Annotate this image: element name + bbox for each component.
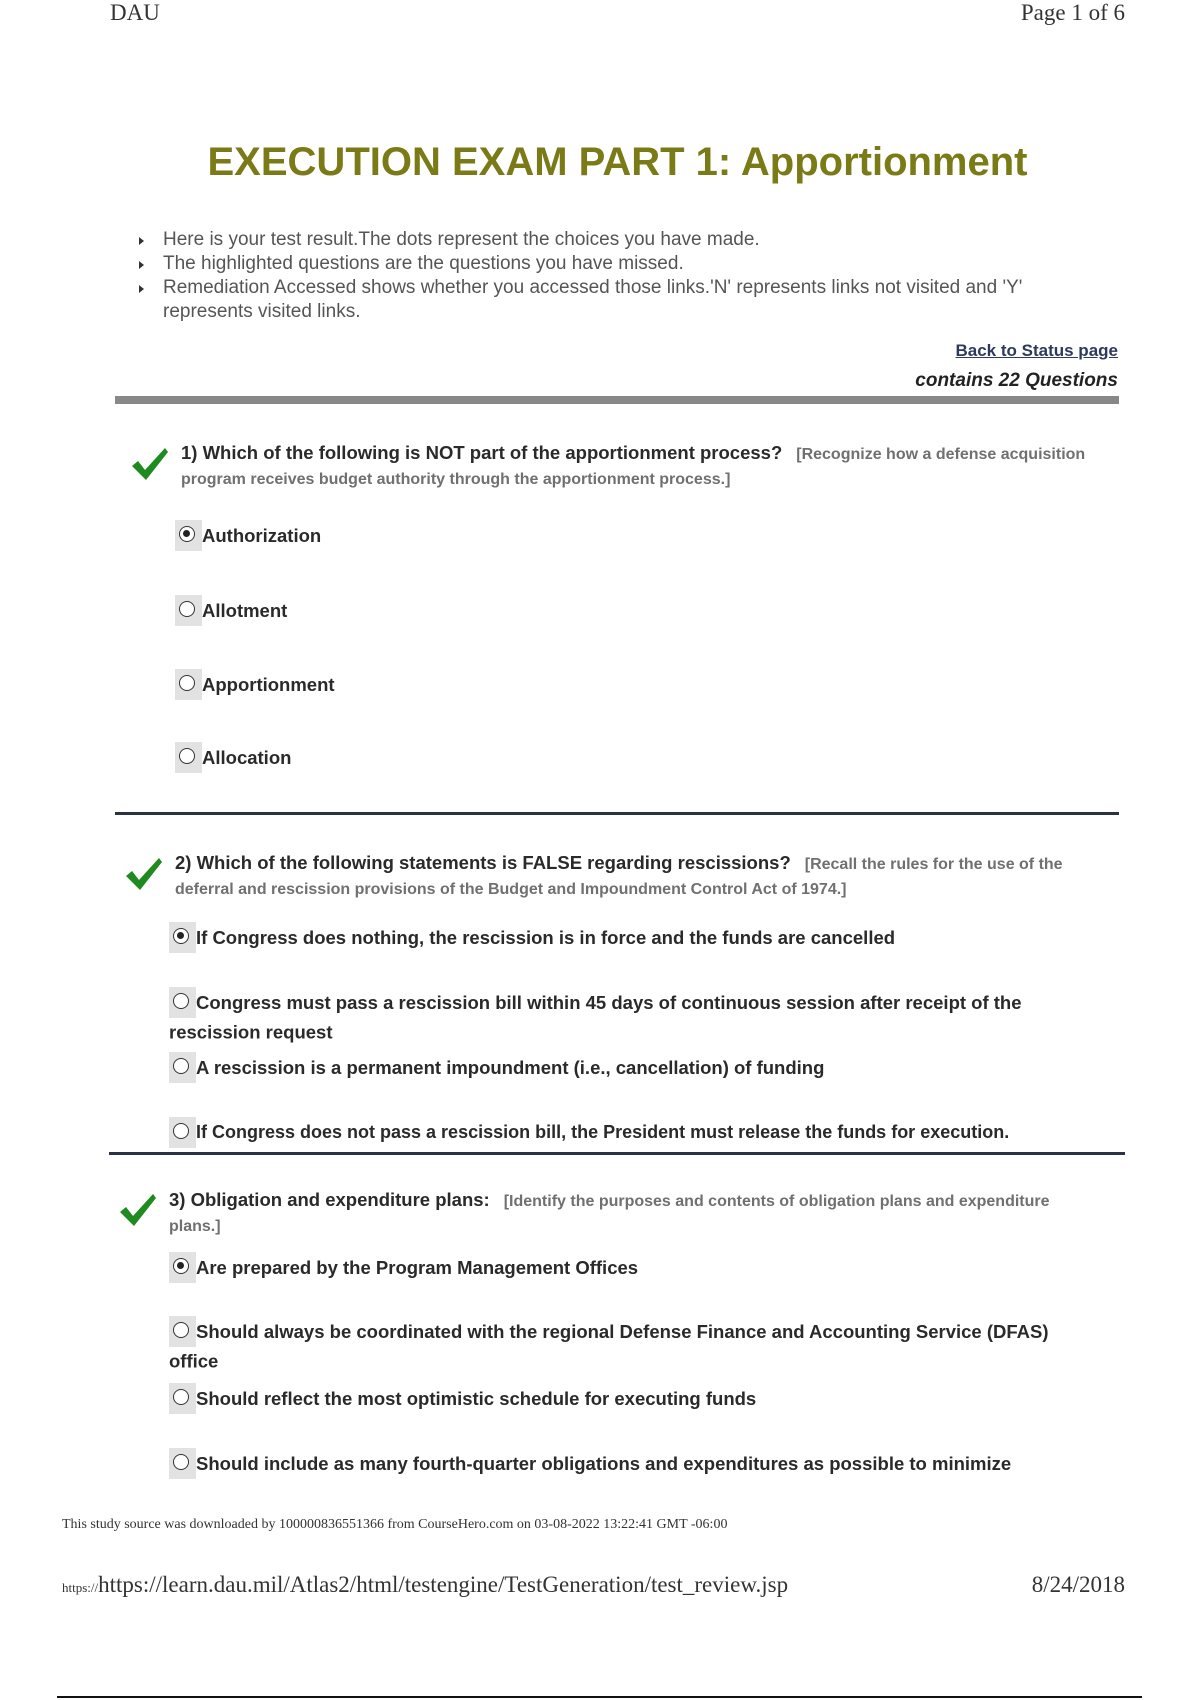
answer-option[interactable] [169,1383,1119,1414]
answer-option[interactable] [169,1252,1119,1283]
answer-option[interactable] [169,1117,1129,1148]
correct-check-icon [124,856,164,892]
question-count: contains 22 Questions [915,370,1118,391]
option-label: Apportionment [202,674,335,695]
option-label: Congress must pass a rescission bill within 45 days of continuous session after receipt of the rescission request [169,992,1022,1043]
radio-selected[interactable] [179,526,195,542]
option-label: Allocation [202,747,292,768]
divider [115,396,1119,404]
page-title: EXECUTION EXAM PART 1: Apportionment [207,140,1028,184]
back-to-status-link[interactable]: Back to Status page [955,341,1118,360]
header-site-name: DAU [110,0,160,25]
divider [115,812,1119,815]
url-prefix: https:// [62,1580,99,1595]
option-label: Should always be coordinated with the regional Defense Finance and Accounting Service (DFAS) office [169,1321,1049,1372]
answer-option[interactable] [169,1052,1119,1083]
instruction-item: The highlighted questions are the questions you have missed. [132,252,1092,276]
question-1 [181,441,1091,491]
question-objective: [Recognize how a defense acquisition program receives budget authority through the apportionment process.] [181,446,1086,488]
option-label: A rescission is a permanent impoundment (i.e., cancellation) of funding [196,1057,825,1078]
radio-unselected[interactable] [173,1322,189,1338]
answer-option[interactable] [175,669,335,700]
answer-option[interactable] [169,987,1114,1045]
option-label: Allotment [202,600,288,621]
option-label: If Congress does not pass a rescission bill, the President must release the funds for execution. [196,1122,1010,1142]
download-source-note: This study source was downloaded by 100000836551366 from CourseHero.com on 03-08-2022 13:22:41 GMT -06:00 [62,1517,728,1532]
radio-selected[interactable] [173,928,189,944]
url-text: https://learn.dau.mil/Atlas2/html/testengine/TestGeneration/test_review.jsp [98,1572,789,1597]
answer-option[interactable] [175,520,321,551]
answer-option[interactable] [169,922,1119,953]
radio-unselected[interactable] [173,1389,189,1405]
answer-option[interactable] [175,742,291,773]
radio-unselected[interactable] [173,993,189,1009]
answer-option[interactable] [175,595,287,626]
answer-option[interactable] [169,1448,1129,1479]
instructions-list [132,228,1092,324]
page-number: Page 1 of 6 [1020,0,1125,25]
question-objective: [Identify the purposes and contents of obligation plans and expenditure plans.] [169,1193,1050,1235]
radio-unselected[interactable] [173,1058,189,1074]
radio-unselected[interactable] [173,1123,189,1139]
instruction-item: Remediation Accessed shows whether you accessed those links.'N' represents links not visited and 'Y' represents visited links. [132,276,1092,324]
radio-unselected[interactable] [179,675,195,691]
correct-check-icon [130,446,170,482]
answer-option[interactable] [169,1316,1084,1374]
question-3 [169,1188,1079,1238]
instruction-item: Here is your test result.The dots represent the choices you have made. [132,228,1092,252]
question-text: 2) Which of the following statements is FALSE regarding rescissions? [175,852,791,873]
question-text: 1) Which of the following is NOT part of the apportionment process? [181,442,783,463]
divider [57,1696,1142,1698]
question-objective: [Recall the rules for the use of the deferral and rescission provisions of the Budget and Impoundment Control Act of 1974.] [175,856,1063,898]
option-label: Should reflect the most optimistic schedule for executing funds [196,1388,757,1409]
radio-selected[interactable] [173,1258,189,1274]
option-label: Should include as many fourth-quarter obligations and expenditures as possible to minimize [196,1453,1012,1474]
option-label: Authorization [202,525,322,546]
option-label: Are prepared by the Program Management Offices [196,1257,639,1278]
divider [109,1152,1125,1155]
question-text: 3) Obligation and expenditure plans: [169,1189,490,1210]
radio-unselected[interactable] [179,601,195,617]
correct-check-icon [118,1192,158,1228]
radio-unselected[interactable] [179,748,195,764]
option-label: If Congress does nothing, the rescission is in force and the funds are cancelled [196,927,896,948]
page-url [62,1572,788,1598]
question-2 [175,851,1105,901]
radio-unselected[interactable] [173,1454,189,1470]
print-date: 8/24/2018 [1031,1572,1125,1597]
